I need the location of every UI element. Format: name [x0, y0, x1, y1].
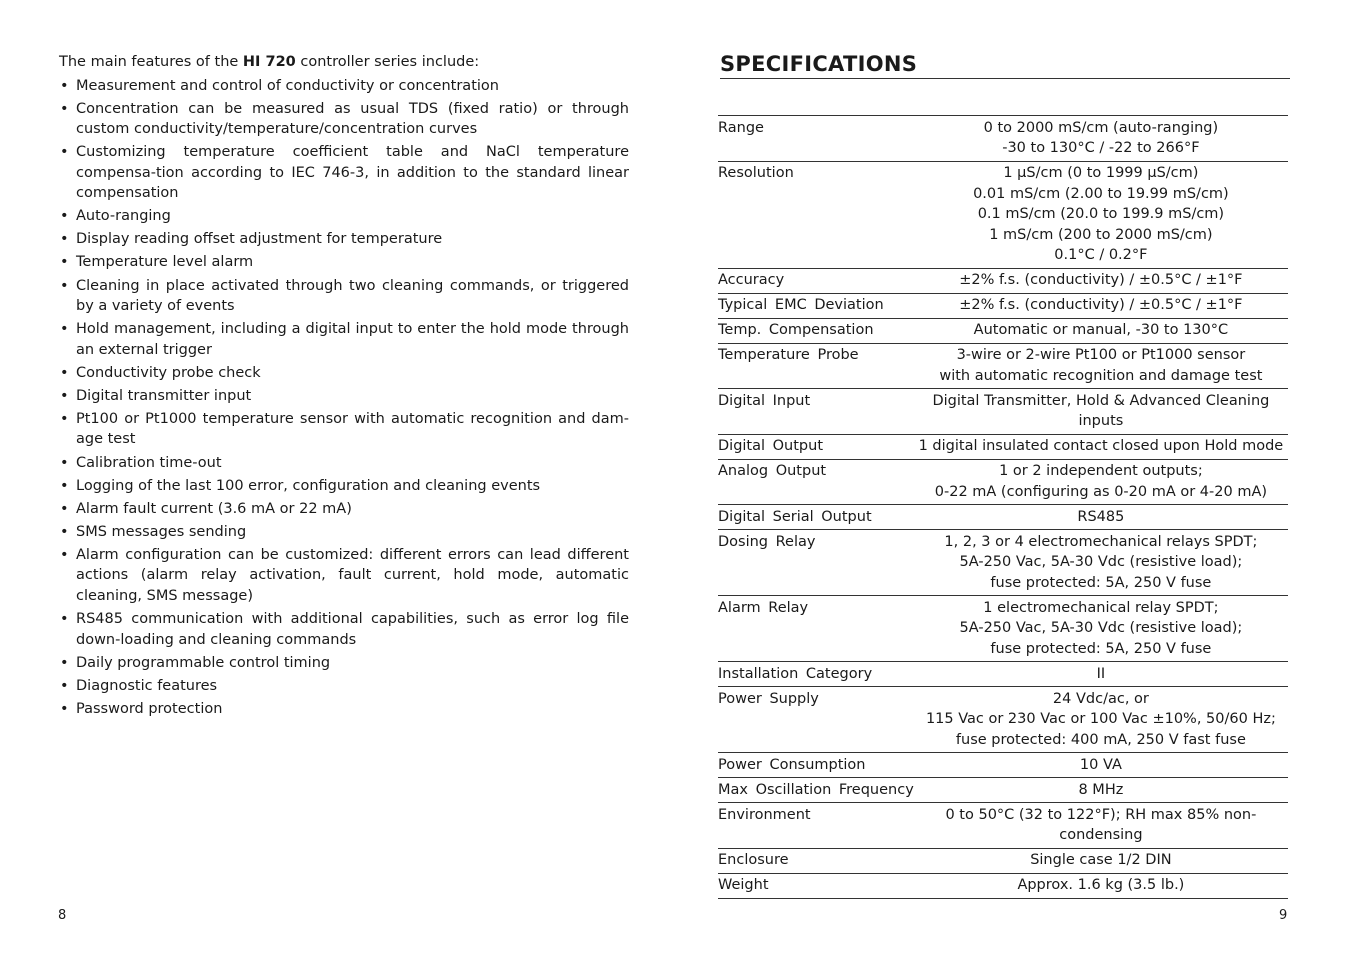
spec-label: Temp. Compensation — [718, 322, 874, 338]
feature-item: • Pt100 or Pt1000 temperature sensor with automatic recognition and dam-age test — [59, 409, 629, 450]
left-page — [59, 52, 629, 722]
table-row — [718, 318, 1288, 343]
table-row — [718, 343, 1288, 389]
spec-value: 1 digital insulated contact closed upon Hold mode — [918, 438, 1284, 454]
spec-label: Dosing Relay — [718, 533, 816, 550]
feature-item: • Conductivity probe check — [59, 363, 629, 384]
table-row — [718, 161, 1288, 268]
feature-item: • Customizing temperature coefficient table and NaCl temperature compensa-tion according to IEC 746-3, in addition to the standard linear compensation — [59, 142, 629, 204]
feature-item: • Password protection — [59, 699, 629, 720]
spec-value: ±2% f.s. (conductivity) / ±0.5°C / ±1°F — [959, 272, 1243, 288]
spec-value: 1 μS/cm (0 to 1999 μS/cm) 0.01 mS/cm (2.00 to 19.99 mS/cm) 0.1 mS/cm (20.0 to 199.9 mS/cm) 1 mS/cm (200 to 2000 mS/cm) 0.1°C / 0.2°F — [973, 165, 1229, 263]
table-row — [718, 662, 1288, 687]
table-row — [718, 848, 1288, 873]
spec-value: 24 Vdc/ac, or 115 Vac or 230 Vac or 100 Vac ±10%, 50/60 Hz; fuse protected: 400 mA, 250 V fast fuse — [925, 690, 1276, 748]
spec-label: Typical EMC Deviation — [718, 297, 884, 313]
table-row — [718, 753, 1288, 778]
page-number-right: 9 — [1279, 908, 1288, 923]
right-page — [718, 52, 1290, 899]
spec-label: Resolution — [718, 165, 794, 181]
spec-value: 3-wire or 2-wire Pt100 or Pt1000 sensor with automatic recognition and damage test — [939, 347, 1263, 384]
spec-label: Digital Input — [718, 392, 811, 409]
page-number-left: 8 — [58, 908, 67, 923]
feature-item: • Alarm configuration can be customized: different errors can lead different actions (alarm relay activation, fault current, hold mode, automatic cleaning, SMS message) — [59, 545, 629, 607]
spec-value: II — [1096, 665, 1106, 682]
spec-value: 1 electromechanical relay SPDT; 5A-250 Vac, 5A-30 Vdc (resistive load); fuse protected: 5A, 250 V fuse — [959, 599, 1243, 657]
table-row — [718, 505, 1288, 530]
features-intro: The main features of the HI 720 controller series include: — [59, 54, 480, 70]
spec-label: Alarm Relay — [718, 599, 809, 616]
table-row — [718, 596, 1288, 662]
spec-label: Power Supply — [718, 690, 819, 707]
spec-label: Environment — [718, 806, 811, 823]
features-list — [59, 76, 629, 720]
spec-value: 1, 2, 3 or 4 electromechanical relays SPDT; 5A-250 Vac, 5A-30 Vdc (resistive load); fuse protected: 5A, 250 V fuse — [944, 533, 1258, 591]
spec-value: Single case 1/2 DIN — [1030, 852, 1172, 868]
specifications-heading: SPECIFICATIONS — [720, 52, 1290, 79]
feature-item: • Cleaning in place activated through two cleaning commands, or triggered by a variety of events — [59, 276, 629, 317]
spec-value: 0 to 50°C (32 to 122°F); RH max 85% non-condensing — [945, 806, 1257, 843]
feature-item: • Diagnostic features — [59, 676, 629, 697]
feature-item: • Measurement and control of conductivity or concentration — [59, 76, 629, 97]
specifications-table — [718, 115, 1288, 899]
feature-item: • Digital transmitter input — [59, 386, 629, 407]
table-row — [718, 687, 1288, 753]
table-row — [718, 873, 1288, 898]
table-row — [718, 389, 1288, 435]
spec-value: 1 or 2 independent outputs; 0-22 mA (configuring as 0-20 mA or 4-20 mA) — [934, 463, 1268, 500]
spec-label: Installation Category — [718, 665, 873, 682]
spec-label: Accuracy — [718, 272, 785, 288]
spec-value: RS485 — [1077, 508, 1125, 525]
table-row — [718, 116, 1288, 162]
table-row — [718, 459, 1288, 505]
spec-label: Enclosure — [718, 852, 789, 868]
table-row — [718, 268, 1288, 293]
feature-item: • Auto-ranging — [59, 206, 629, 227]
spec-value: ±2% f.s. (conductivity) / ±0.5°C / ±1°F — [959, 297, 1243, 313]
spec-label: Power Consumption — [718, 756, 866, 773]
spec-value: 10 VA — [1079, 756, 1122, 773]
feature-item: • Concentration can be measured as usual TDS (fixed ratio) or through custom conductivity/temperature/concentration curves — [59, 99, 629, 140]
spec-value: Approx. 1.6 kg (3.5 lb.) — [1017, 877, 1185, 893]
table-row — [718, 434, 1288, 459]
feature-item: • Display reading offset adjustment for temperature — [59, 229, 629, 250]
feature-item: • RS485 communication with additional capabilities, such as error log file down-loading and cleaning commands — [59, 609, 629, 650]
spec-label: Weight — [718, 877, 769, 893]
spec-value: 8 MHz — [1078, 781, 1124, 798]
feature-item: • SMS messages sending — [59, 522, 629, 543]
spec-label: Max Oscillation Frequency — [718, 781, 914, 798]
feature-item: • Logging of the last 100 error, configuration and cleaning events — [59, 476, 629, 497]
spec-label: Range — [718, 119, 764, 136]
spec-value: Digital Transmitter, Hold & Advanced Cleaning inputs — [932, 392, 1270, 429]
table-row — [718, 778, 1288, 803]
spec-label: Analog Output — [718, 463, 827, 479]
feature-item: • Temperature level alarm — [59, 252, 629, 273]
table-row — [718, 803, 1288, 849]
feature-item: • Calibration time-out — [59, 453, 629, 474]
spec-value: Automatic or manual, -30 to 130°C — [973, 322, 1229, 338]
spec-label: Temperature Probe — [718, 347, 859, 363]
spec-label: Digital Output — [718, 438, 824, 454]
spec-value: 0 to 2000 mS/cm (auto-ranging) -30 to 130°C / -22 to 266°F — [983, 119, 1219, 156]
product-name: HI 720 — [242, 54, 296, 70]
feature-item: • Hold management, including a digital input to enter the hold mode through an external trigger — [59, 319, 629, 360]
feature-item: • Daily programmable control timing — [59, 653, 629, 674]
feature-item: • Alarm fault current (3.6 mA or 22 mA) — [59, 499, 629, 520]
spec-label: Digital Serial Output — [718, 508, 872, 525]
table-row — [718, 530, 1288, 596]
table-row — [718, 293, 1288, 318]
